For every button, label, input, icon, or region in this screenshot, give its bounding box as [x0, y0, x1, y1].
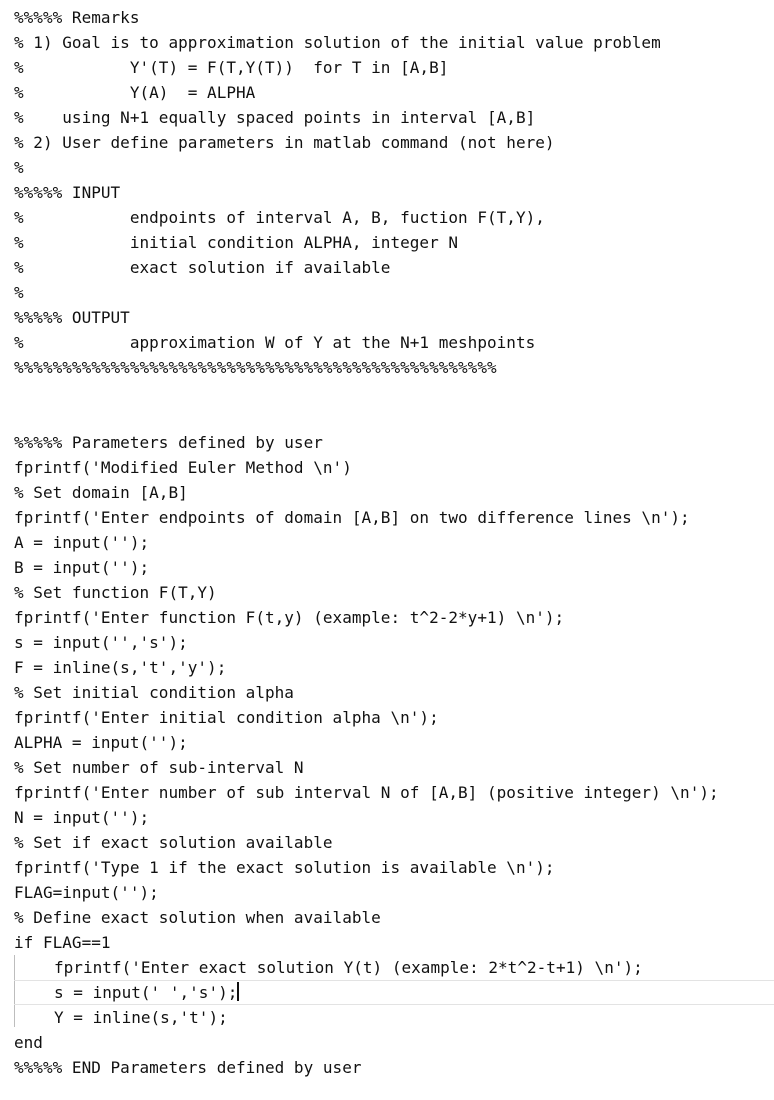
code-line-18[interactable]: %%%%% Parameters defined by user: [14, 433, 323, 452]
code-line-31[interactable]: % Set number of sub-interval N: [14, 758, 304, 777]
code-line-24[interactable]: % Set function F(T,Y): [14, 583, 217, 602]
code-line-34[interactable]: % Set if exact solution available: [14, 833, 333, 852]
code-line-11[interactable]: % exact solution if available: [14, 258, 391, 277]
code-line-21[interactable]: fprintf('Enter endpoints of domain [A,B] on two difference lines \n');: [14, 508, 690, 527]
code-line-40-text[interactable]: s = input(' ','s');: [54, 983, 238, 1002]
code-line-41[interactable]: Y = inline(s,'t');: [54, 1008, 228, 1027]
text-cursor: [237, 982, 239, 1001]
code-line-16[interactable]: [14, 380, 774, 405]
code-line-12[interactable]: %: [14, 283, 24, 302]
code-line-1[interactable]: %%%%% Remarks: [14, 8, 140, 27]
code-line-36[interactable]: FLAG=input('');: [14, 883, 159, 902]
code-line-26[interactable]: s = input('','s');: [14, 633, 188, 652]
code-line-32[interactable]: fprintf('Enter number of sub interval N of [A,B] (positive integer) \n');: [14, 783, 719, 802]
code-line-19[interactable]: fprintf('Modified Euler Method \n'): [14, 458, 352, 477]
code-line-43[interactable]: %%%%% END Parameters defined by user: [14, 1058, 362, 1077]
code-line-25[interactable]: fprintf('Enter function F(t,y) (example: t^2-2*y+1) \n');: [14, 608, 565, 627]
code-line-27[interactable]: F = inline(s,'t','y');: [14, 658, 227, 677]
code-line-10[interactable]: % initial condition ALPHA, integer N: [14, 233, 459, 252]
code-line-6[interactable]: % 2) User define parameters in matlab command (not here): [14, 133, 555, 152]
code-line-37[interactable]: % Define exact solution when available: [14, 908, 381, 927]
code-line-33[interactable]: N = input('');: [14, 808, 150, 827]
code-line-9[interactable]: % endpoints of interval A, B, fuction F(T,Y),: [14, 208, 545, 227]
code-line-22[interactable]: A = input('');: [14, 533, 150, 552]
code-line-40-current[interactable]: [14, 980, 774, 1005]
code-line-5[interactable]: % using N+1 equally spaced points in interval [A,B]: [14, 108, 536, 127]
code-line-42[interactable]: end: [14, 1033, 43, 1052]
code-line-20[interactable]: % Set domain [A,B]: [14, 483, 188, 502]
code-line-3[interactable]: % Y'(T) = F(T,Y(T)) for T in [A,B]: [14, 58, 449, 77]
code-line-17[interactable]: [14, 405, 774, 430]
code-line-14[interactable]: % approximation W of Y at the N+1 meshpoints: [14, 333, 536, 352]
code-line-28[interactable]: % Set initial condition alpha: [14, 683, 294, 702]
code-lines[interactable]: [14, 5, 774, 1080]
code-line-30[interactable]: ALPHA = input('');: [14, 733, 188, 752]
code-line-38[interactable]: if FLAG==1: [14, 933, 111, 952]
code-line-29[interactable]: fprintf('Enter initial condition alpha \n');: [14, 708, 439, 727]
code-line-8[interactable]: %%%%% INPUT: [14, 183, 121, 202]
code-line-7[interactable]: %: [14, 158, 24, 177]
code-line-23[interactable]: B = input('');: [14, 558, 150, 577]
code-line-39[interactable]: fprintf('Enter exact solution Y(t) (example: 2*t^2-t+1) \n');: [54, 958, 643, 977]
code-line-15[interactable]: %%%%%%%%%%%%%%%%%%%%%%%%%%%%%%%%%%%%%%%%%%%%%%%%%%: [14, 358, 497, 377]
code-line-4[interactable]: % Y(A) = ALPHA: [14, 83, 256, 102]
code-line-35[interactable]: fprintf('Type 1 if the exact solution is available \n');: [14, 858, 555, 877]
code-line-13[interactable]: %%%%% OUTPUT: [14, 308, 130, 327]
code-line-2[interactable]: % 1) Goal is to approximation solution of the initial value problem: [14, 33, 661, 52]
